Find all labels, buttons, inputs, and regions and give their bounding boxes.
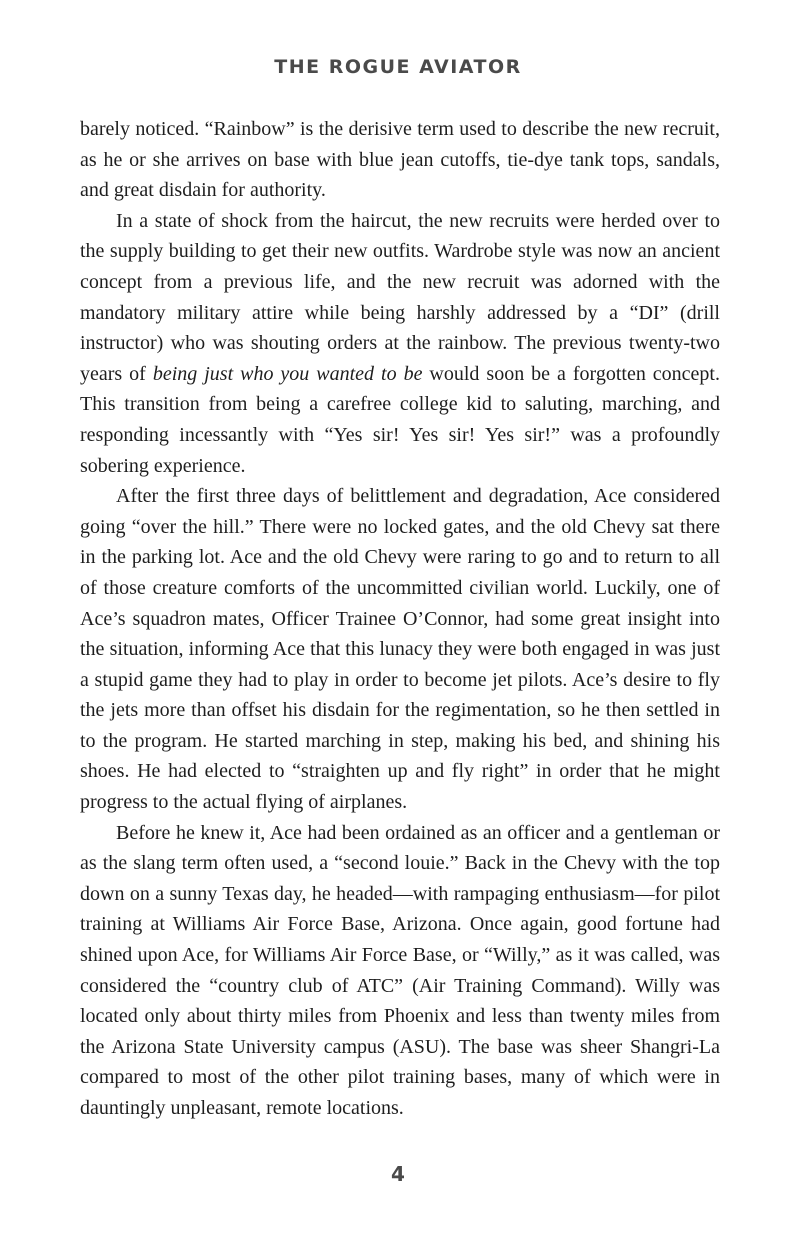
paragraph-4: Before he knew it, Ace had been ordained as an officer and a gentleman or as the slang term often used, a “second louie.” Back in the Chevy with the top down on a sunny Texas day, he headed—with rampaging enthusiasm—for pilot training at Williams Air Force Base, Arizona. Once again, good fortune had shined upon Ace, for Williams Air Force Base, or “Willy,” as it was called, was considered the “country club of ATC” (Air Training Command). Willy was located only about thirty miles from Phoenix and less than twenty miles from the Arizona State University campus (ASU). The base was sheer Shangri-La compared to most of the other pilot training bases, many of which were in dauntingly unpleasant, remote locations. — [80, 821, 720, 1119]
paragraph-1: barely noticed. “Rainbow” is the derisive term used to describe the new recruit, as he or she arrives on base with blue jean cutoffs, tie-dye tank tops, sandals, and great disdain for authority. — [80, 118, 720, 202]
paragraph-2-text-b: would soon be a forgotten concept. This transition from being a carefree college kid to saluting, marching, and responding incessantly with “Yes sir! Yes sir! Yes sir!” was a profoundly sobering experience. — [80, 362, 720, 477]
running-header-title: THE ROGUE AVIATOR — [274, 56, 522, 78]
page-number: 4 — [391, 1162, 405, 1186]
paragraph-3: After the first three days of belittlement and degradation, Ace considered going “over the hill.” There were no locked gates, and the old Chevy sat there in the parking lot. Ace and the old Chevy were raring to go and to return to all of those creature comforts of the uncommitted civilian world. Luckily, one of Ace’s squadron mates, Officer Trainee O’Connor, had some great insight into the situation, informing Ace that this lunacy they were both engaged in was just a stupid game they had to play in order to become jet pilots. Ace’s desire to fly the jets more than offset his disdain for the regimentation, so he then settled in to the program. He started marching in step, making his bed, and shining his shoes. He had elected to “straighten up and fly right” in order that he might progress to the actual flying of airplanes. — [80, 485, 720, 814]
paragraph-2-text-a: In a state of shock from the haircut, the new recruits were herded over to the supply building to get their new outfits. Wardrobe style was now an ancient concept from a previous life, and the new recruit was adorned with the mandatory military attire while being harshly addressed by a “DI” (drill instructor) who was shouting orders at the rainbow. The previous twenty-two years of — [80, 209, 720, 385]
paragraph-2-italic-phrase: being just who you wanted to be — [152, 362, 423, 385]
paragraph-2 — [80, 206, 720, 481]
body-text — [80, 114, 720, 1124]
